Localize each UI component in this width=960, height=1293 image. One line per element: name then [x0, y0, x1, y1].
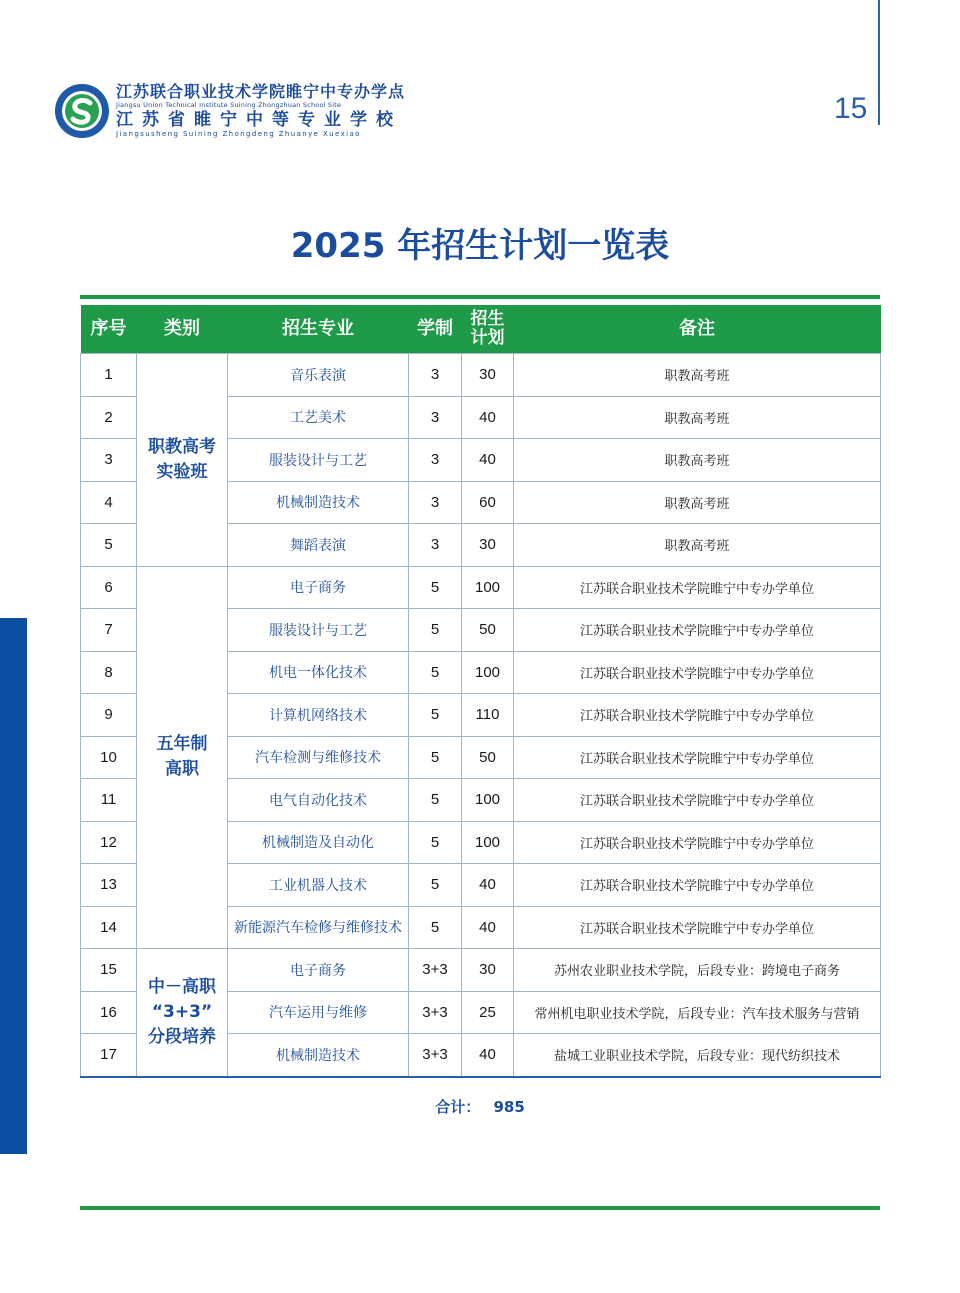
table-top-rule	[80, 295, 880, 299]
program-years: 5	[409, 694, 462, 737]
program-years: 3	[409, 396, 462, 439]
row-index: 7	[81, 609, 137, 652]
plan-quota: 30	[462, 354, 514, 397]
category-cell	[137, 949, 228, 1077]
plan-quota: 40	[462, 906, 514, 949]
header-category: 类别	[137, 305, 228, 354]
program-years: 5	[409, 821, 462, 864]
plan-quota: 30	[462, 949, 514, 992]
row-index: 14	[81, 906, 137, 949]
row-index: 3	[81, 439, 137, 482]
category-label-line1: 职教高考	[148, 436, 216, 457]
remark-text: 职教高考班	[514, 354, 881, 397]
header-years: 学制	[409, 305, 462, 354]
remark-text: 苏州农业职业技术学院，后段专业：跨境电子商务	[514, 949, 881, 992]
plan-quota: 110	[462, 694, 514, 737]
program-years: 3	[409, 354, 462, 397]
row-index: 8	[81, 651, 137, 694]
remark-text: 常州机电职业技术学院，后段专业：汽车技术服务与营销	[514, 991, 881, 1034]
plan-quota: 25	[462, 991, 514, 1034]
plan-quota: 60	[462, 481, 514, 524]
plan-quota: 40	[462, 439, 514, 482]
category-label-line2: 实验班	[156, 461, 208, 482]
program-years: 3	[409, 481, 462, 524]
plan-quota: 40	[462, 864, 514, 907]
remark-text: 江苏联合职业技术学院睢宁中专办学单位	[514, 609, 881, 652]
remark-text: 职教高考班	[514, 481, 881, 524]
program-years: 5	[409, 566, 462, 609]
remark-text: 江苏联合职业技术学院睢宁中专办学单位	[514, 906, 881, 949]
plan-quota: 100	[462, 821, 514, 864]
major-name: 机械制造及自动化	[228, 821, 409, 864]
remark-text: 江苏联合职业技术学院睢宁中专办学单位	[514, 821, 881, 864]
header-plan: 招生 计划	[462, 305, 514, 354]
header-index: 序号	[81, 305, 137, 354]
major-name: 音乐表演	[228, 354, 409, 397]
major-name: 汽车运用与维修	[228, 991, 409, 1034]
plan-quota: 50	[462, 736, 514, 779]
program-years: 5	[409, 609, 462, 652]
enrollment-plan-table	[80, 305, 881, 1078]
major-name: 汽车检测与维修技术	[228, 736, 409, 779]
category-label-line3: 分段培养	[148, 1026, 216, 1047]
program-years: 3	[409, 524, 462, 567]
remark-text: 江苏联合职业技术学院睢宁中专办学单位	[514, 736, 881, 779]
plan-quota: 40	[462, 1034, 514, 1077]
category-label-line1: 中－高职	[148, 976, 216, 997]
program-years: 3+3	[409, 991, 462, 1034]
major-name: 机电一体化技术	[228, 651, 409, 694]
row-index: 5	[81, 524, 137, 567]
total-line	[0, 1096, 960, 1117]
plan-quota: 50	[462, 609, 514, 652]
program-years: 5	[409, 864, 462, 907]
major-name: 新能源汽车检修与维修技术	[228, 906, 409, 949]
header-remark: 备注	[514, 305, 881, 354]
remark-text: 盐城工业职业技术学院，后段专业：现代纺织技术	[514, 1034, 881, 1077]
row-index: 17	[81, 1034, 137, 1077]
major-name: 计算机网络技术	[228, 694, 409, 737]
footer-rule	[80, 1206, 880, 1210]
row-index: 11	[81, 779, 137, 822]
table-header-row	[81, 305, 881, 354]
plan-quota: 100	[462, 651, 514, 694]
school-name-line1: 江苏联合职业技术学院睢宁中专办学点	[116, 82, 406, 101]
category-cell	[137, 354, 228, 567]
school-name-english-line2: Jiangsusheng Suining Zhongdeng Zhuanye Xuexiao	[116, 130, 361, 138]
school-logo-icon	[54, 83, 110, 139]
row-index: 6	[81, 566, 137, 609]
total-label: 合计：	[435, 1098, 481, 1116]
category-label-line1: 五年制	[156, 734, 208, 755]
program-years: 3+3	[409, 1034, 462, 1077]
major-name: 机械制造技术	[228, 1034, 409, 1077]
side-accent-bar	[0, 618, 27, 1154]
page-title: 2025 年招生计划一览表	[290, 226, 670, 266]
plan-quota: 100	[462, 566, 514, 609]
plan-quota: 30	[462, 524, 514, 567]
row-index: 9	[81, 694, 137, 737]
program-years: 5	[409, 906, 462, 949]
row-index: 10	[81, 736, 137, 779]
category-label-line2: “3+3”	[151, 1001, 213, 1022]
plan-quota: 40	[462, 396, 514, 439]
program-years: 5	[409, 779, 462, 822]
row-index: 13	[81, 864, 137, 907]
page-number: 15	[834, 92, 868, 125]
school-name-english-line1: Jiangsu Union Technical Institute Suining Zhongzhuan School Site	[116, 101, 342, 109]
category-cell	[137, 566, 228, 949]
remark-text: 江苏联合职业技术学院睢宁中专办学单位	[514, 694, 881, 737]
row-index: 15	[81, 949, 137, 992]
major-name: 舞蹈表演	[228, 524, 409, 567]
school-name-line2: 江苏省睢宁中等专业学校	[116, 110, 402, 130]
program-years: 5	[409, 736, 462, 779]
major-name: 工艺美术	[228, 396, 409, 439]
remark-text: 江苏联合职业技术学院睢宁中专办学单位	[514, 779, 881, 822]
header-vertical-rule	[878, 0, 880, 125]
category-label-line2: 高职	[165, 759, 199, 780]
remark-text: 职教高考班	[514, 396, 881, 439]
row-index: 2	[81, 396, 137, 439]
header-major: 招生专业	[228, 305, 409, 354]
program-years: 5	[409, 651, 462, 694]
remark-text: 职教高考班	[514, 524, 881, 567]
school-header	[116, 82, 416, 139]
major-name: 服装设计与工艺	[228, 439, 409, 482]
table-row	[81, 354, 881, 397]
table-row	[81, 566, 881, 609]
row-index: 4	[81, 481, 137, 524]
major-name: 电子商务	[228, 566, 409, 609]
row-index: 1	[81, 354, 137, 397]
remark-text: 江苏联合职业技术学院睢宁中专办学单位	[514, 651, 881, 694]
total-value: 985	[493, 1098, 525, 1116]
row-index: 12	[81, 821, 137, 864]
table-row	[81, 949, 881, 992]
remark-text: 江苏联合职业技术学院睢宁中专办学单位	[514, 566, 881, 609]
remark-text: 江苏联合职业技术学院睢宁中专办学单位	[514, 864, 881, 907]
major-name: 工业机器人技术	[228, 864, 409, 907]
row-index: 16	[81, 991, 137, 1034]
major-name: 服装设计与工艺	[228, 609, 409, 652]
remark-text: 职教高考班	[514, 439, 881, 482]
program-years: 3	[409, 439, 462, 482]
major-name: 电气自动化技术	[228, 779, 409, 822]
plan-quota: 100	[462, 779, 514, 822]
major-name: 机械制造技术	[228, 481, 409, 524]
program-years: 3+3	[409, 949, 462, 992]
major-name: 电子商务	[228, 949, 409, 992]
